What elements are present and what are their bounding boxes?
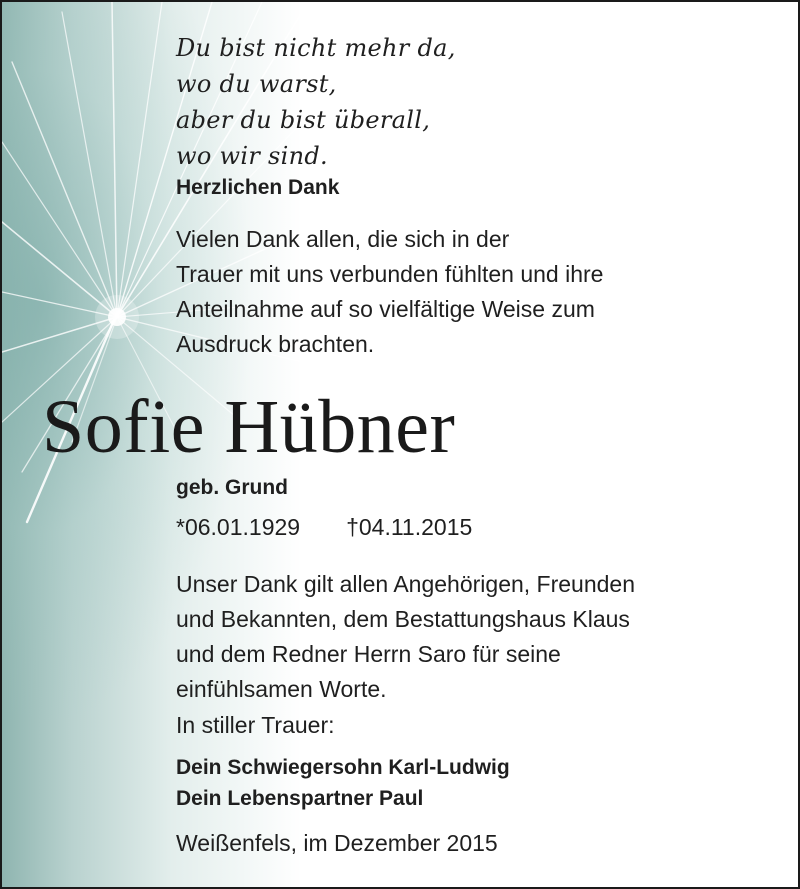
poem-line: Du bist nicht mehr da, [176,34,456,62]
life-dates [176,514,472,541]
thanks-heading: Herzlichen Dank [176,176,340,199]
mourner-name: Dein Lebenspartner Paul [176,787,424,810]
mourning-label: In stiller Trauer: [176,712,335,738]
place-and-date: Weißenfels, im Dezember 2015 [176,830,498,856]
poem-line: wo wir sind. [176,142,328,170]
memorial-poem [176,30,456,174]
mourners-list [176,752,510,814]
mourner-name: Dein Schwiegersohn Karl-Ludwig [176,756,510,779]
obituary-content [2,2,800,889]
paragraph-line: Vielen Dank allen, die sich in der [176,226,510,252]
deceased-name: Sofie Hübner [42,385,456,469]
birth-date: *06.01.1929 [176,514,301,540]
paragraph-line: Trauer mit uns verbunden fühlten und ihre [176,261,604,287]
paragraph-line: einfühlsamen Worte. [176,676,387,702]
paragraph-line: Unser Dank gilt allen Angehörigen, Freunden [176,571,636,597]
paragraph-line: Anteilnahme auf so vielfältige Weise zum [176,296,595,322]
death-date: †04.11.2015 [346,514,473,540]
paragraph-line: und Bekannten, dem Bestattungshaus Klaus [176,606,630,632]
thanks-paragraph [176,222,603,362]
gratitude-paragraph [176,567,635,707]
poem-line: aber du bist überall, [176,106,431,134]
paragraph-line: und dem Redner Herrn Saro für seine [176,641,561,667]
maiden-name: geb. Grund [176,476,288,499]
paragraph-line: Ausdruck brachten. [176,331,375,357]
poem-line: wo du warst, [176,70,337,98]
